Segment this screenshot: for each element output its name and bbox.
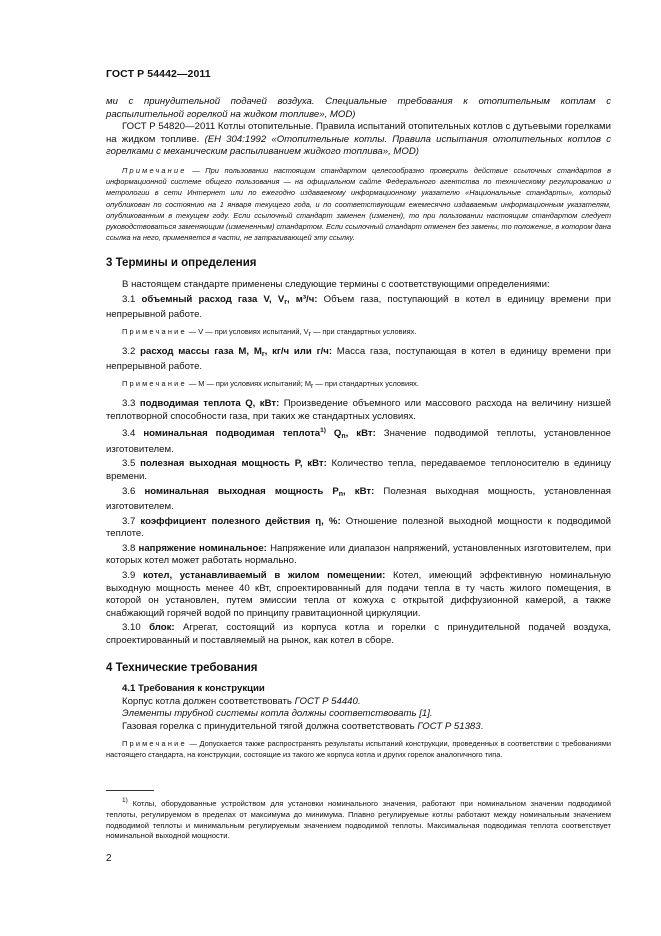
subsection-4-1-heading: 4.1 Требования к конструкции: [122, 683, 265, 695]
term-3-5: 3.5 полезная выходная мощность P, кВт: Количество тепла, передаваемое теплоносителю в единицу времени.: [106, 458, 611, 482]
note-3-2: Примечание — M — при условиях испытаний; Mr — при стандартных условиях.: [122, 378, 419, 390]
page-number: 2: [106, 853, 112, 864]
term-3-1: 3.1 объемный расход газа V, $V_r$, м³/ч: Объем газа, поступающий в котел в единицу времени при непрерывной работе.: [106, 293, 611, 321]
term-3-6: 3.6 номинальная выходная мощность $P_n$, кВт: Полезная выходная мощность, установленная изготовителем.: [106, 485, 611, 513]
req-body: Корпус котла должен соответствовать ГОСТ Р 54440.: [122, 695, 361, 707]
note-3-1: Примечание — V — при условиях испытаний, Vr — при стандартных условиях.: [122, 326, 417, 338]
section-3-heading: 3 Термины и определения: [106, 257, 257, 270]
term-3-10: 3.10 блок: Агрегат, состоящий из корпуса котла и горелки с принудительной подачей воздуха, спроектированный и поставляемый на рынок, как котел в сборе.: [106, 622, 611, 647]
document-body: [106, 96, 611, 766]
term-3-8: 3.8 напряжение номинальное: Напряжение или диапазон напряжений, установленных изготовителем, при которых котел может работать нормально.: [106, 542, 611, 567]
term-3-2: 3.2 расход массы газа M, $M_r$, кг/ч или г/ч: Масса газа, поступающая в котел в единицу времени при непрерывной работе.: [106, 345, 611, 373]
document-header: ГОСТ Р 54442—2011: [106, 68, 211, 80]
term-3-3: 3.3 подводимая теплота Q, кВт: Произведение объемного или массового расхода на величину низшей теплотворной способности газа, при таких же стандартных условиях.: [106, 397, 611, 422]
intro-continuation: ми с принудительной подачей воздуха. Специальные требования к отопительным котлам с распылительной горелкой на жидком топливе», MOD): [106, 96, 611, 120]
section-4-heading: 4 Технические требования: [106, 661, 258, 674]
reference-gost-54820: ГОСТ Р 54820—2011 Котлы отопительные. Правила испытаний отопительных котлов с дутьевыми горелками на жидком топливе. (ЕН 304:1992 «Отопительные котлы. Правила испытания отопительных котлов с горелками с механическим распыливанием жидкого топлива», MOD): [106, 121, 611, 158]
term-3-7: 3.7 коэффициент полезного действия η, %: Отношение полезной выходной мощности к подводимой теплоте.: [106, 515, 611, 540]
section-3-lead: В настоящем стандарте применены следующие термины с соответствующими определениями:: [122, 278, 550, 290]
req-gas-burner: Газовая горелка с принудительной тягой должна соответствовать ГОСТ Р 51383.: [122, 721, 484, 733]
footnote-rule: [106, 790, 154, 791]
term-3-9: 3.9 котел, устанавливаемый в жилом помещении: Котел, имеющий эффективную номинальную выходную мощность менее 40 кВт, спроектированный для подачи тепла в ту часть жилого помещения, в которой он установлен, путем эмиссии тепла от кожуха с открытой диффузионной камерой, а также снабжающий горячей водой по принципу гравитационной циркуляции.: [106, 570, 611, 619]
term-3-4: 3.4 номинальная подводимая теплота$^{1)}$ $Q_n$, кВт: Значение подводимой теплоты, установленное изготовителем.: [106, 427, 611, 455]
note-4-1: Примечание — Допускается также распространять результаты испытаний конструкции, проведенных в соответствии с требованиями настоящего стандарта, на конструкции, состоящие из такого же корпуса котла и других горелок аналогичного типа.: [106, 738, 611, 759]
req-tube-system: Элементы трубной системы котла должны соответствовать [1].: [122, 708, 433, 720]
references-note: Примечание — При пользовании настоящим стандартом целесообразно проверить действие ссылочных стандартов в информационной системе общего пользования — на официальном сайте Федерального агентства по техническому регулированию и метрологии в сети Интернет или по ежегодно издаваемому информационному указателю «Национальные стандарты», который опубликован по состоянию на 1 января текущего года, и по соответствующим ежемесячно издаваемым информационным указателям, опубликованным в текущем году. Если ссылочный стандарт заменен (изменен), то при пользовании настоящим стандартом следует руководствоваться заменяющим (измененным) стандартом. Если ссылочный стандарт отменен без замены, то положение, в котором дана ссылка на него, применяется в части, не затрагивающей эту ссылку.: [106, 165, 611, 243]
footnote-1: 1) Котлы, оборудованные устройством для установки номинального значения, работают при номинальном значении подводимой теплоты, регулируемом в пределах от максимума до минимума. Плавно регулируемые котлы работают между номинальным значением подводимой теплоты и минимальным регулируемым значением подводимой теплоты. Максимальная подводимая теплота соответствует номинальной выходной мощности.: [106, 797, 611, 841]
